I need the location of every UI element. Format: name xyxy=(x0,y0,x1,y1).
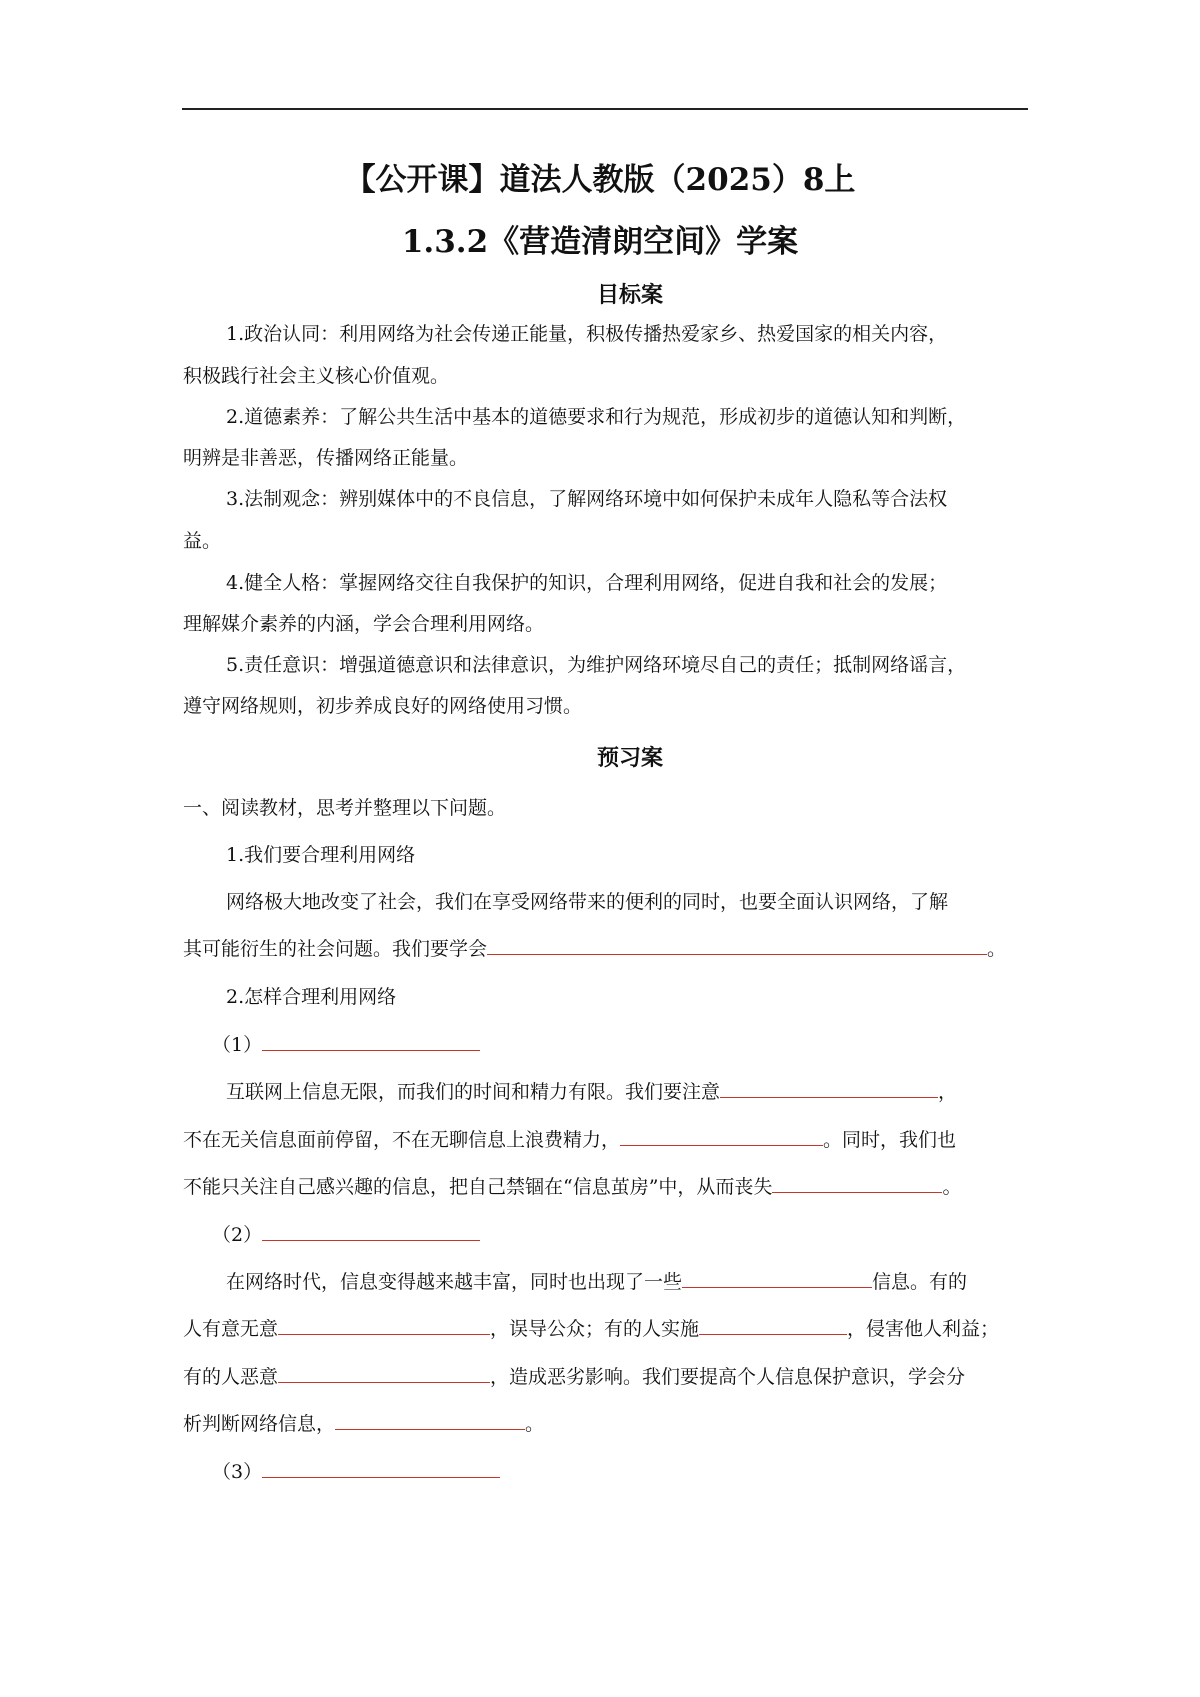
paragraph-text: ，误导公众；有的人实施 xyxy=(490,1318,700,1340)
paragraph-text: 在网络时代，信息变得越来越丰富，同时也出现了一些 xyxy=(226,1271,683,1293)
paragraph-line xyxy=(183,1126,956,1154)
question-2-title: 2.怎样合理利用网络 xyxy=(226,986,397,1008)
paragraph-text: 人有意无意 xyxy=(183,1318,279,1340)
answer-blank[interactable] xyxy=(262,1459,500,1478)
goal-line: 益。 xyxy=(183,530,222,552)
paragraph-text: 互联网上信息无限，而我们的时间和精力有限。我们要注意 xyxy=(226,1081,721,1103)
paragraph-text: ，侵害他人利益； xyxy=(847,1318,1000,1340)
answer-blank[interactable] xyxy=(278,1364,490,1383)
punctuation: 。 xyxy=(525,1413,545,1435)
question-1-title: 1.我们要合理利用网络 xyxy=(226,844,416,866)
paragraph-text: 。同时，我们也 xyxy=(823,1129,957,1151)
sub-question-1 xyxy=(212,1031,480,1059)
goal-line: 遵守网络规则，初步养成良好的网络使用习惯。 xyxy=(183,695,583,717)
paragraph-text: 不能只关注自己感兴趣的信息，把自己禁锢在“信息茧房”中，从而丧失 xyxy=(183,1176,773,1198)
goals-heading: 目标案 xyxy=(596,282,663,308)
sub-question-2 xyxy=(212,1221,480,1249)
paragraph-line xyxy=(226,1268,967,1296)
preview-intro: 一、阅读教材，思考并整理以下问题。 xyxy=(183,797,507,819)
goal-line: 5.责任意识：增强道德意识和法律意识，为维护网络环境尽自己的责任；抵制网络谣言， xyxy=(226,654,967,676)
question-1-text: 其可能衍生的社会问题。我们要学会 xyxy=(183,938,488,960)
paragraph-text: ，造成恶劣影响。我们要提高个人信息保护意识，学会分 xyxy=(490,1366,966,1388)
paragraph-text: 析判断网络信息， xyxy=(183,1413,336,1435)
sub-question-label: （1） xyxy=(212,1034,263,1056)
goal-line: 积极践行社会主义核心价值观。 xyxy=(183,365,450,387)
paragraph-line xyxy=(226,1078,957,1106)
sub-question-label: （2） xyxy=(212,1224,263,1246)
paragraph-text: 不在无关信息面前停留，不在无聊信息上浪费精力， xyxy=(183,1129,621,1151)
answer-blank[interactable] xyxy=(720,1079,938,1098)
goal-line: 3.法制观念：辨别媒体中的不良信息，了解网络环境中如何保护未成年人隐私等合法权 xyxy=(226,488,948,510)
paragraph-line xyxy=(183,1173,961,1201)
goal-line: 理解媒介素养的内涵，学会合理利用网络。 xyxy=(183,613,545,635)
answer-blank[interactable] xyxy=(620,1127,823,1146)
paragraph-line xyxy=(183,1410,544,1438)
answer-blank[interactable] xyxy=(682,1269,872,1288)
punctuation: ， xyxy=(938,1081,958,1103)
paragraph-line xyxy=(183,1315,999,1343)
answer-blank[interactable] xyxy=(262,1222,480,1241)
document-title: 【公开课】道法人教版（2025）8上 xyxy=(344,162,856,198)
question-1-text: 网络极大地改变了社会，我们在享受网络带来的便利的同时，也要全面认识网络，了解 xyxy=(226,891,949,913)
goal-line: 1.政治认同：利用网络为社会传递正能量，积极传播热爱家乡、热爱国家的相关内容， xyxy=(226,323,948,345)
header-rule xyxy=(182,108,1028,110)
answer-blank[interactable] xyxy=(262,1032,480,1051)
answer-blank[interactable] xyxy=(335,1411,525,1430)
paragraph-text: 有的人恶意 xyxy=(183,1366,279,1388)
paragraph-line xyxy=(183,1363,965,1391)
goal-line: 明辨是非善恶，传播网络正能量。 xyxy=(183,447,469,469)
goal-line: 2.道德素养：了解公共生活中基本的道德要求和行为规范，形成初步的道德认知和判断， xyxy=(226,406,967,428)
answer-blank[interactable] xyxy=(699,1316,847,1335)
goal-line: 4.健全人格：掌握网络交往自我保护的知识，合理利用网络，促进自我和社会的发展； xyxy=(226,572,948,594)
punctuation: 。 xyxy=(987,938,1007,960)
preview-heading: 预习案 xyxy=(596,745,663,771)
sub-question-3 xyxy=(212,1458,500,1486)
answer-blank[interactable] xyxy=(772,1174,942,1193)
question-1-fill-line xyxy=(183,935,1006,963)
paragraph-text: 信息。有的 xyxy=(872,1271,968,1293)
answer-blank[interactable] xyxy=(487,936,987,955)
answer-blank[interactable] xyxy=(278,1316,490,1335)
document-subtitle: 1.3.2《营造清朗空间》学案 xyxy=(401,224,799,260)
punctuation: 。 xyxy=(942,1176,962,1198)
sub-question-label: （3） xyxy=(212,1461,263,1483)
